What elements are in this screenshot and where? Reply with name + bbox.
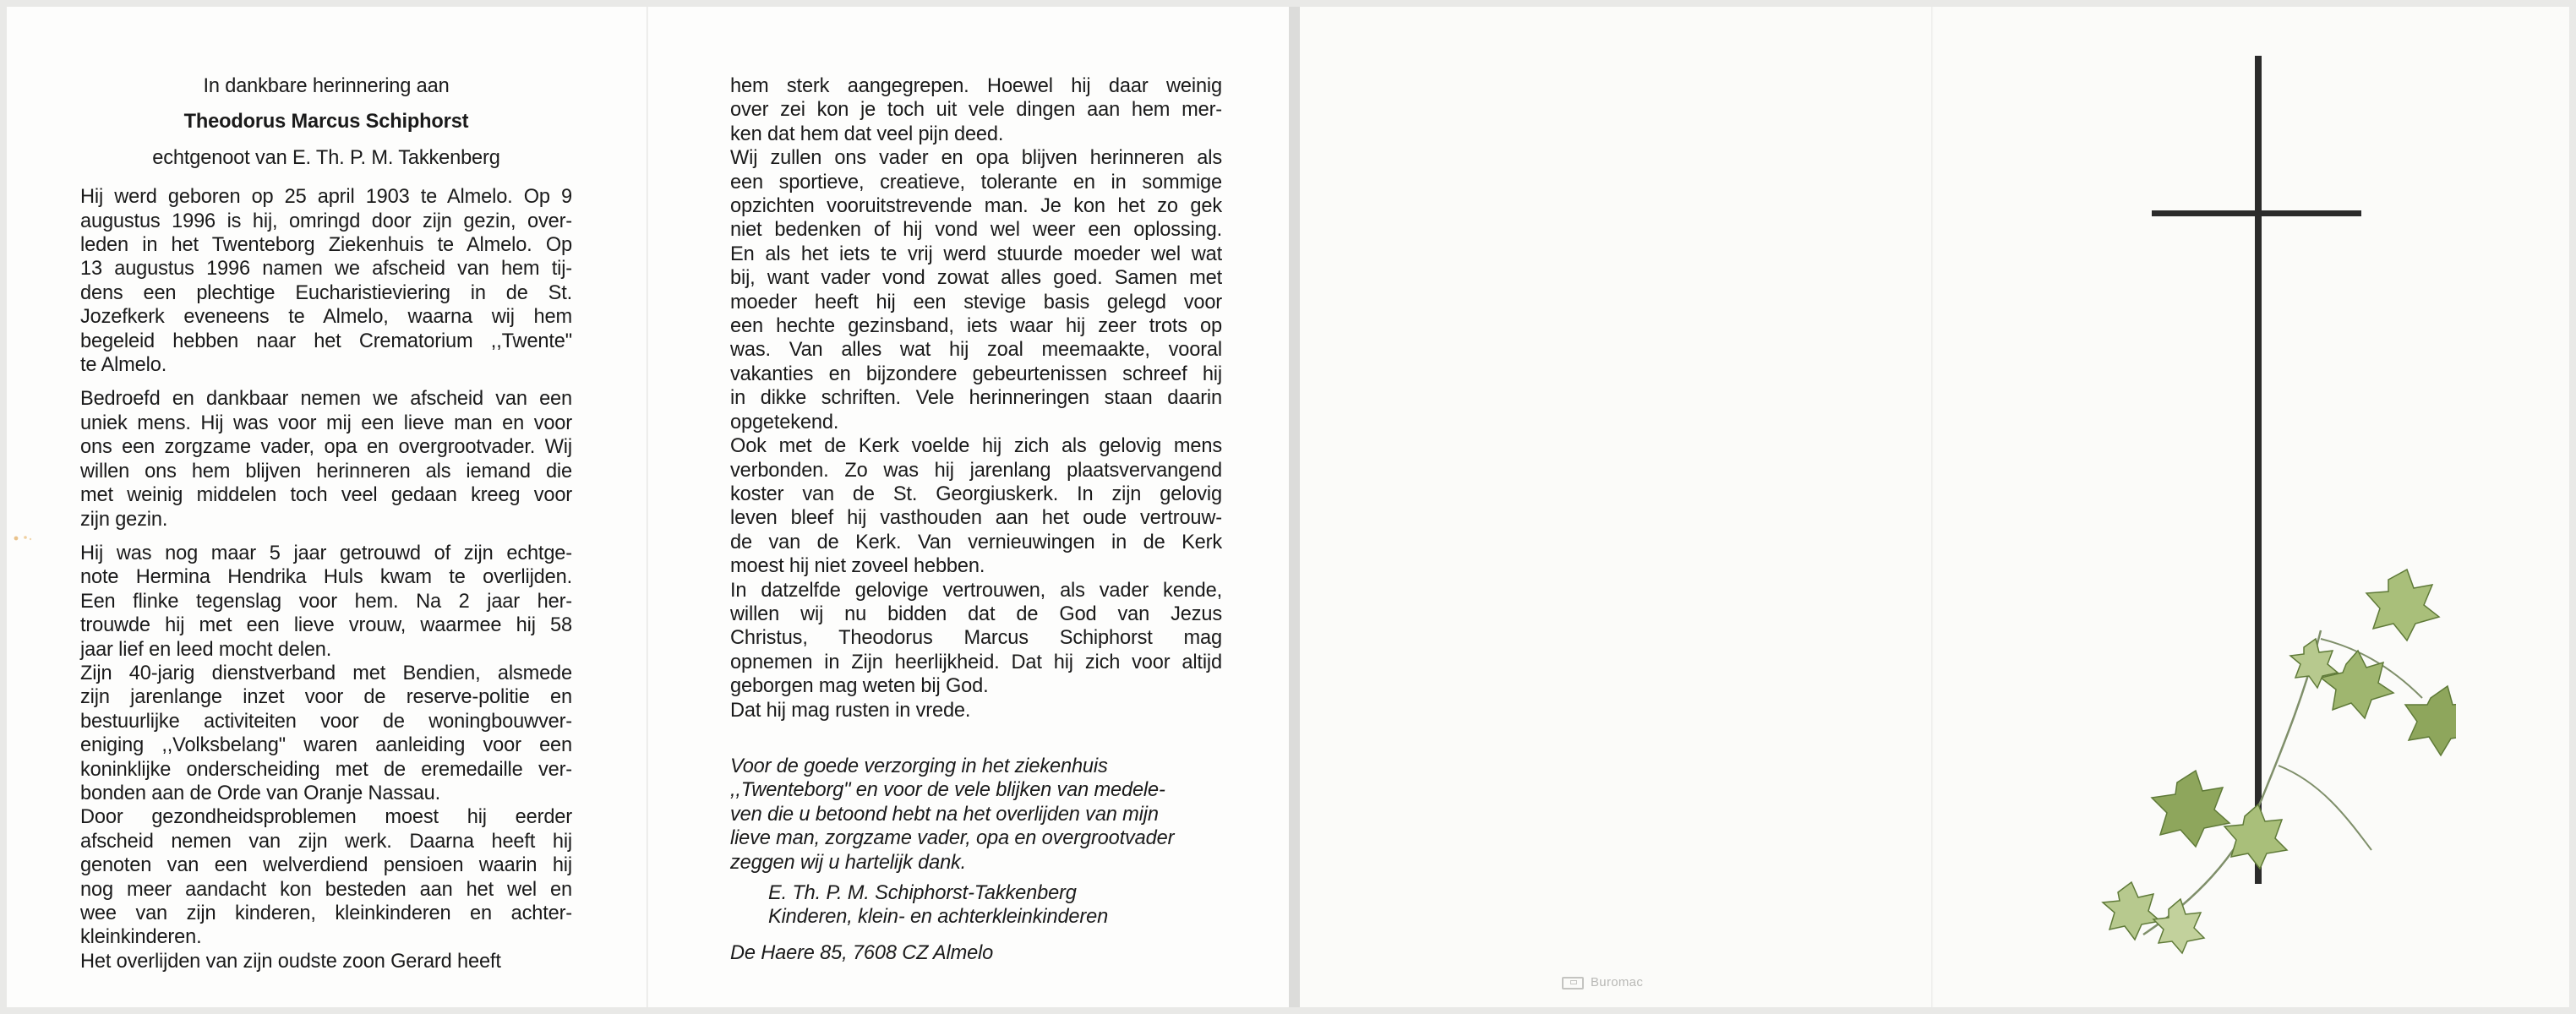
text-line: verbonden. Zo was hij jarenlang plaatsvervangend: [730, 459, 1222, 482]
text-line: uniek mens. Hij was voor mij een lieve man en voor: [80, 412, 572, 434]
text-line: vakanties en bijzondere gebeurtenissen schreef hij: [730, 363, 1222, 385]
text-line: E. Th. P. M. Schiphorst-Takkenberg: [768, 882, 1077, 904]
text-line: Hij werd geboren op 25 april 1903 te Almelo. Op 9: [80, 186, 572, 209]
text-line: koster van de St. Georgiuskerk. In zijn gelovig: [730, 482, 1222, 505]
text-line: leven bleef hij vasthouden aan het oude vertrouw-: [730, 507, 1222, 530]
text-column-left: [80, 74, 572, 973]
text-line: Jozefkerk eveneens te Almelo, waarna wij hem: [80, 306, 572, 329]
text-line: Dat hij mag rusten in vrede.: [730, 699, 971, 722]
text-line: koninklijke onderscheiding met de eremedaille ver-: [80, 758, 572, 781]
text-line: note Hermina Hendrika Huls kwam te overlijden.: [80, 566, 572, 589]
text-line: een sportieve, creatieve, tolerante en in sommige: [730, 171, 1222, 194]
text-line: opnemen in Zijn heerlijkheid. Dat hij zich voor altijd: [730, 651, 1222, 673]
text-line: niet bedenken of hij vond wel weer een oplossing.: [730, 219, 1222, 242]
cross-icon: [2152, 56, 2361, 884]
text-line: wee van zijn kinderen, kleinkinderen en achter-: [80, 902, 572, 924]
text-line: hem sterk aangegrepen. Hoewel hij daar weinig: [730, 75, 1222, 97]
text-line: moest hij niet zoveel hebben.: [730, 555, 985, 578]
text-line: willen wij nu bidden dat de God van Jezus: [730, 602, 1222, 625]
cross-with-ivy-icon: [2067, 56, 2456, 977]
text-line: bij, want vader vond zowat alles goed. Samen met: [730, 267, 1222, 290]
text-line: afscheid nemen van zijn werk. Daarna heeft hij: [80, 830, 572, 853]
paragraph: [80, 662, 572, 805]
text-line: ,,Twenteborg" en voor de vele blijken van medele-: [730, 779, 1165, 802]
text-line: augustus 1996 is hij, omringd door zijn gezin, over-: [80, 210, 572, 232]
text-line: lieve man, zorgzame vader, opa en overgrootvader: [730, 827, 1175, 850]
paragraph: [730, 146, 1222, 434]
signature-block: [730, 881, 1222, 930]
text-line: bestuurlijke activiteiten voor de woningbouwver-: [80, 710, 572, 733]
text-line: In datzelfde gelovige vertrouwen, als vader kende,: [730, 579, 1222, 602]
text-line: Zijn 40-jarig dienstverband met Bendien, alsmede: [80, 662, 572, 684]
text-line: Door gezondheidsproblemen moest hij eerder: [80, 806, 572, 829]
paragraph: [80, 950, 572, 973]
fold-line-inner: [647, 7, 648, 1007]
text-line: Ook met de Kerk voelde hij zich als gelovig mens: [730, 435, 1222, 458]
text-line: zijn jarenlange inzet voor de reserve-politie en: [80, 686, 572, 709]
text-line: opgetekend.: [730, 411, 839, 433]
text-line: geborgen mag weten bij God.: [730, 675, 989, 698]
text-line: willen ons hem blijven herinneren als iemand die: [80, 460, 572, 482]
paper-speck: [12, 534, 34, 542]
text-line: kleinkinderen.: [80, 926, 202, 949]
text-line: genoten van een welverdiend pensioen waarin hij: [80, 854, 572, 877]
text-line: eniging ,,Volksbelang" waren aanleiding voor een: [80, 734, 572, 757]
text-line: ven die u betoond hebt na het overlijden van mijn: [730, 803, 1159, 826]
spouse-line: echtgenoot van E. Th. P. M. Takkenberg: [152, 146, 500, 169]
address-line: De Haere 85, 7608 CZ Almelo: [730, 941, 994, 964]
text-line: een hechte gezinsband, iets waar hij zeer trots op: [730, 315, 1222, 338]
text-line: trouwde hij met een lieve vrouw, waarmee hij 58: [80, 614, 572, 637]
paragraph: [80, 805, 572, 949]
text-line: Bedroefd en dankbaar nemen we afscheid van een: [80, 388, 572, 411]
text-line: Voor de goede verzorging in het ziekenhuis: [730, 755, 1108, 777]
text-line: ons een zorgzame vader, opa en overgrootvader. Wij: [80, 436, 572, 459]
text-line: zeggen wij u hartelijk dank.: [730, 851, 967, 874]
left-paragraphs: [80, 185, 572, 973]
text-line: begeleid hebben naar het Crematorium ,,Twente": [80, 330, 572, 352]
text-line: zijn gezin.: [80, 508, 168, 531]
text-line: in dikke schriften. Vele herinneringen staan daarin: [730, 387, 1222, 410]
text-line: moeder heeft hij een stevige basis gelegd voor: [730, 291, 1222, 313]
paragraph: [80, 542, 572, 662]
thanks-note: [730, 755, 1222, 875]
intro-line: In dankbare herinnering aan: [203, 75, 450, 97]
brand-mark: [1562, 975, 1643, 989]
text-line: bonden aan de Orde van Oranje Nassau.: [80, 782, 440, 804]
text-line: Hij was nog maar 5 jaar getrouwd of zijn echtge-: [80, 542, 572, 564]
paragraph: [80, 387, 572, 531]
card-gap: [1289, 7, 1300, 1007]
paragraph: [80, 185, 572, 377]
text-line: nog meer aandacht kon besteden aan het wel en: [80, 878, 572, 901]
logo-icon: [1562, 977, 1584, 989]
text-line: En als het iets te vrij werd stuurde moeder wel wat: [730, 243, 1222, 265]
fold-line-outer: [1931, 7, 1934, 1007]
text-line: te Almelo.: [80, 354, 167, 377]
text-column-right: [730, 74, 1222, 965]
paragraph: [730, 434, 1222, 578]
text-line: over zei kon je toch uit vele dingen aan hem mer-: [730, 99, 1222, 122]
text-line: Het overlijden van zijn oudste zoon Gerard heeft: [80, 950, 501, 973]
text-line: Wij zullen ons vader en opa blijven herinneren als: [730, 147, 1222, 170]
text-line: opzichten vooruitstrevende man. Je kon het zo gek: [730, 195, 1222, 218]
text-line: was. Van alles wat hij zoal meemaakte, vooral: [730, 339, 1222, 362]
text-line: Een flinke tegenslag voor hem. Na 2 jaar her-: [80, 590, 572, 613]
right-paragraphs: [730, 74, 1222, 722]
text-line: ken dat hem dat veel pijn deed.: [730, 123, 1004, 145]
deceased-name: Theodorus Marcus Schiphorst: [183, 111, 469, 134]
paragraph: [730, 699, 1222, 722]
brand-label: Buromac: [1591, 975, 1644, 989]
text-line: met weinig middelen toch veel gedaan kreeg voor: [80, 484, 572, 507]
text-line: Kinderen, klein- en achterkleinkinderen: [768, 906, 1109, 929]
paragraph: [730, 579, 1222, 699]
text-line: dens een plechtige Eucharistieviering in de St.: [80, 281, 572, 304]
text-line: leden in het Twenteborg Ziekenhuis te Almelo. Op: [80, 234, 572, 257]
text-line: de van de Kerk. Van vernieuwingen in de Kerk: [730, 531, 1222, 553]
text-line: Christus, Theodorus Marcus Schiphorst mag: [730, 627, 1222, 650]
ivy-icon: [2103, 570, 2456, 953]
text-line: jaar lief en leed mocht delen.: [80, 638, 332, 661]
text-line: 13 augustus 1996 namen we afscheid van hem tij-: [80, 258, 572, 281]
paragraph: [730, 74, 1222, 146]
